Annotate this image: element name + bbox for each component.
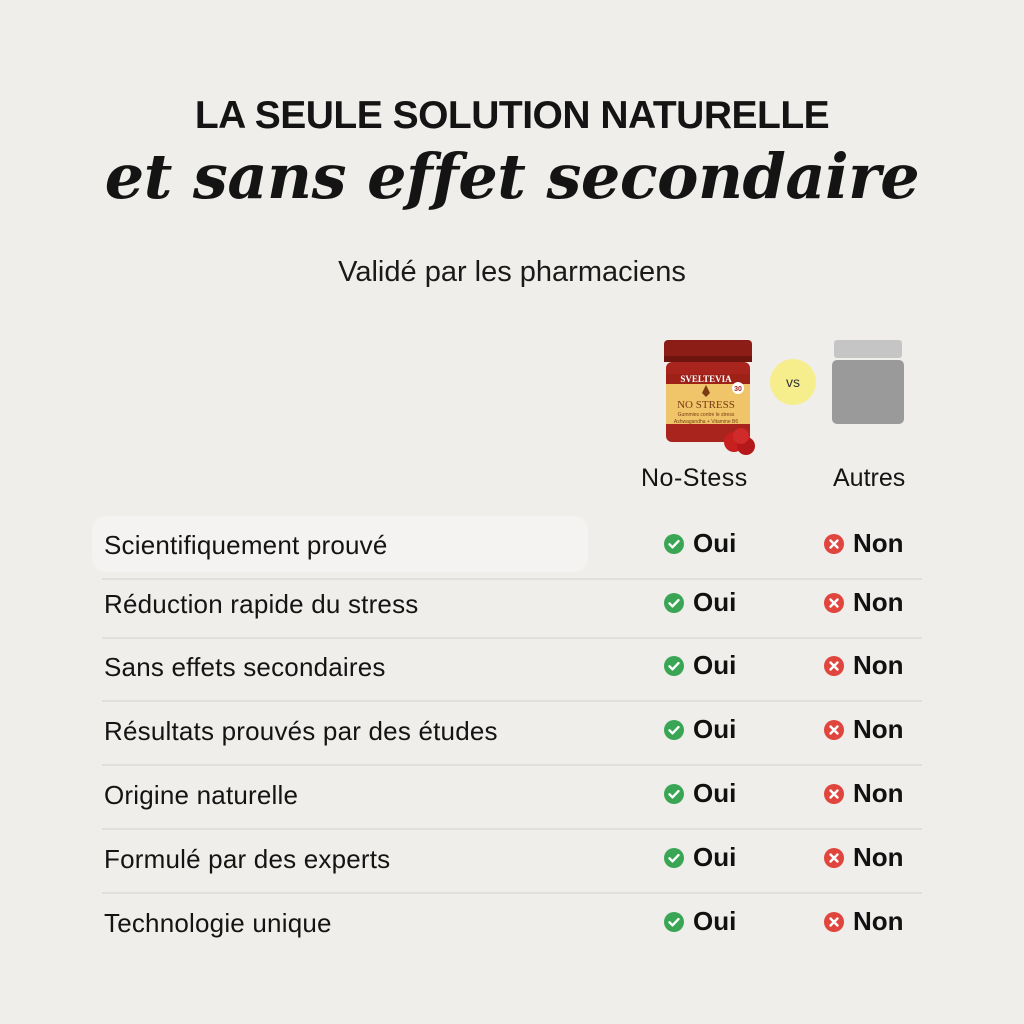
no-cell: [824, 842, 904, 873]
column-header-ours: No-Stess: [641, 464, 748, 492]
yes-text: Oui: [693, 587, 737, 617]
row-label: Résultats prouvés par des études: [104, 716, 498, 746]
no-cell: [824, 906, 904, 937]
x-circle-icon: [824, 912, 844, 932]
no-text: Non: [853, 650, 904, 680]
check-circle-icon: [664, 656, 684, 676]
table-row: [102, 830, 922, 894]
x-circle-icon: [824, 720, 844, 740]
tagline: Validé par les pharmaciens: [338, 256, 686, 288]
x-circle-icon: [824, 784, 844, 804]
yes-cell: [664, 587, 736, 618]
yes-text: Oui: [693, 650, 737, 680]
row-label: Origine naturelle: [104, 780, 299, 810]
jar-badge: 30: [734, 386, 742, 393]
yes-cell: [664, 528, 736, 559]
yes-text: Oui: [693, 528, 737, 558]
jar-brand: SVELTEVIA: [680, 374, 732, 384]
no-text: Non: [853, 906, 904, 936]
check-circle-icon: [664, 848, 684, 868]
no-cell: [824, 650, 904, 681]
table-row: [102, 702, 922, 766]
no-text: Non: [853, 842, 904, 872]
check-circle-icon: [664, 912, 684, 932]
check-circle-icon: [664, 593, 684, 613]
no-cell: [824, 528, 904, 559]
jar-line-2: Ashwagandha + Vitamine B6: [673, 419, 739, 425]
column-header-others: Autres: [833, 464, 906, 492]
no-text: Non: [853, 528, 904, 558]
yes-text: Oui: [693, 778, 737, 808]
row-label: Scientifiquement prouvé: [104, 530, 388, 560]
row-label: Technologie unique: [104, 908, 332, 938]
check-circle-icon: [664, 720, 684, 740]
check-circle-icon: [664, 784, 684, 804]
no-text: Non: [853, 778, 904, 808]
no-cell: [824, 778, 904, 809]
x-circle-icon: [824, 656, 844, 676]
jar-product-name: NO STRESS: [677, 399, 735, 411]
row-label: Formulé par des experts: [104, 844, 391, 874]
yes-cell: [664, 842, 736, 873]
yes-cell: [664, 714, 736, 745]
yes-cell: [664, 906, 736, 937]
table-row: [102, 638, 922, 702]
no-text: Non: [853, 587, 904, 617]
yes-cell: [664, 650, 736, 681]
product-jar-image: [662, 338, 762, 460]
yes-text: Oui: [693, 842, 737, 872]
check-circle-icon: [664, 534, 684, 554]
table-row: [102, 894, 922, 958]
row-label: Réduction rapide du stress: [104, 589, 419, 619]
headline-italic: et sans effet secondaire: [104, 140, 920, 213]
table-row: [102, 516, 922, 580]
yes-text: Oui: [693, 906, 737, 936]
x-circle-icon: [824, 848, 844, 868]
jar-line-1: Gummies contre le stress: [677, 412, 735, 418]
row-label: Sans effets secondaires: [104, 652, 386, 682]
x-circle-icon: [824, 593, 844, 613]
headline: LA SEULE SOLUTION NATURELLE: [194, 94, 830, 137]
no-cell: [824, 714, 904, 745]
no-text: Non: [853, 714, 904, 744]
vs-badge: vs: [770, 359, 816, 405]
table-row: [102, 575, 922, 639]
x-circle-icon: [824, 534, 844, 554]
yes-text: Oui: [693, 714, 737, 744]
table-row: [102, 766, 922, 830]
generic-jar-image: [832, 340, 904, 426]
yes-cell: [664, 778, 736, 809]
no-cell: [824, 587, 904, 618]
